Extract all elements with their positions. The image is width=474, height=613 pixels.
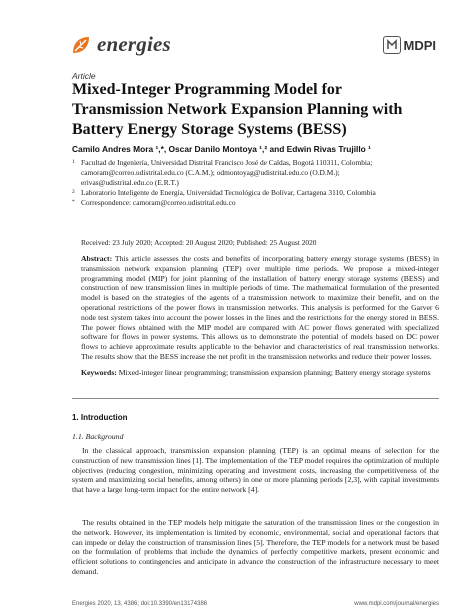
keywords: [81, 368, 439, 378]
affiliation-number: 2: [72, 189, 75, 196]
author-list: Camilo Andres Mora ¹,*, Oscar Danilo Montoya ¹,² and Edwin Rivas Trujillo ¹: [72, 144, 371, 154]
citation-line: Energies 2020, 13, 4386; doi:10.3390/en13174386: [72, 601, 208, 607]
abstract-label: Abstract:: [81, 254, 113, 263]
affiliation-line: erivas@udistrital.edu.co (E.R.T.): [81, 178, 179, 188]
article-type: Article: [72, 71, 96, 81]
energies-leaf-icon: [70, 34, 92, 56]
publisher-logo: [383, 36, 437, 54]
journal-logo: [70, 32, 171, 57]
publisher-name: MDPI: [403, 37, 436, 53]
page-footer: [72, 601, 439, 607]
section-divider: [72, 398, 439, 399]
affiliation-2: [72, 188, 432, 198]
journal-name: energies: [97, 32, 171, 56]
correspondence: [72, 198, 432, 208]
affiliation-line: Facultad de Ingeniería, Universidad Distrital Francisco José de Caldas, Bogotá 110311, Colombia;: [81, 158, 373, 167]
keywords-label: Keywords:: [81, 368, 117, 377]
affiliation-number: *: [72, 199, 75, 206]
subsection-heading: 1.1. Background: [72, 432, 124, 441]
keywords-text: Mixed-integer linear programming; transmission expansion planning; Battery energy storage systems: [118, 368, 431, 377]
paper-title: Mixed-Integer Programming Model for Transmission Network Expansion Planning with Battery Energy Storage Systems (BESS): [72, 81, 403, 138]
mdpi-badge-icon: [383, 36, 401, 54]
journal-url[interactable]: www.mdpi.com/journal/energies: [354, 601, 439, 607]
affiliation-1: [72, 158, 432, 188]
affiliation-line: camoram@correo.udistrital.edu.co (C.A.M.); odmontoyag@udistrital.edu.co (O.D.M.);: [81, 168, 340, 178]
affiliation-line: Laboratorio Inteligente de Energía, Universidad Tecnológica de Bolívar, Cartagena 3110, Colombia: [81, 188, 376, 198]
publication-dates: Received: 23 July 2020; Accepted: 20 August 2020; Published: 25 August 2020: [81, 238, 317, 247]
abstract: [81, 254, 439, 362]
abstract-text: This article assesses the costs and benefits of incorporating battery energy storage systems (BESS) in transmission network expansion planning (TEP) over multiple time periods. We propose a mixed-integer programming model (MIP) for joint planning of the installation of battery energy storage systems (BESS) and construction of new transmission lines in multiple periods of time. The mathematical formulation of the presented model is based on the strategies of the agents of a transmission network to maximize their benefit, and on the operational restrictions of the power flows in transmission networks. This analysis is performed for the Garver 6 node test system takes into account the power losses in the lines and the restrictions for the energy stored in BESS. The power flows obtained with the MIP model are compared with AC power flows generated with specialized software for flows in power systems. This allows us to demonstrate the potential of models based on DC power flows to achieve approximate results applicable to the behavior and characteristics of real transmission networks. The results show that the BESS increase the net profit in the transmission networks and reduce their power losses.: [81, 254, 439, 361]
section-heading: 1. Introduction: [72, 413, 128, 422]
affiliations: [72, 158, 432, 208]
affiliation-number: 1: [72, 159, 75, 165]
correspondence-line: Correspondence: camoram@correo.udistrital.edu.co: [81, 198, 236, 208]
body-paragraph: The results obtained in the TEP models help mitigate the saturation of the transmission lines or the congestion in the network. However, its implementation is limited by economic, environmental, social and operational factors that can impede or delay the construction of transmission lines [5]. Therefore, the TEP models for a network must be based on the formulation of problems that include the dynamics of perfectly competitive markets, present economic and efficient solutions to contingencies and anticipate in advance the construction of the infrastructure necessary to meet demand.: [72, 518, 439, 576]
body-paragraph: In the classical approach, transmission expansion planning (TEP) is an optimal means of selection for the construction of new transmission lines [1]. The implementation of the TEP model requires the optimization of multiple objectives (reducing congestion, minimizing operating and investment costs, increasing the competitiveness of the system and maximizing social benefits, among others) in one or more planning periods [2,3], with capital investments that have a large long-term impact for the entire network [4].: [72, 446, 439, 495]
